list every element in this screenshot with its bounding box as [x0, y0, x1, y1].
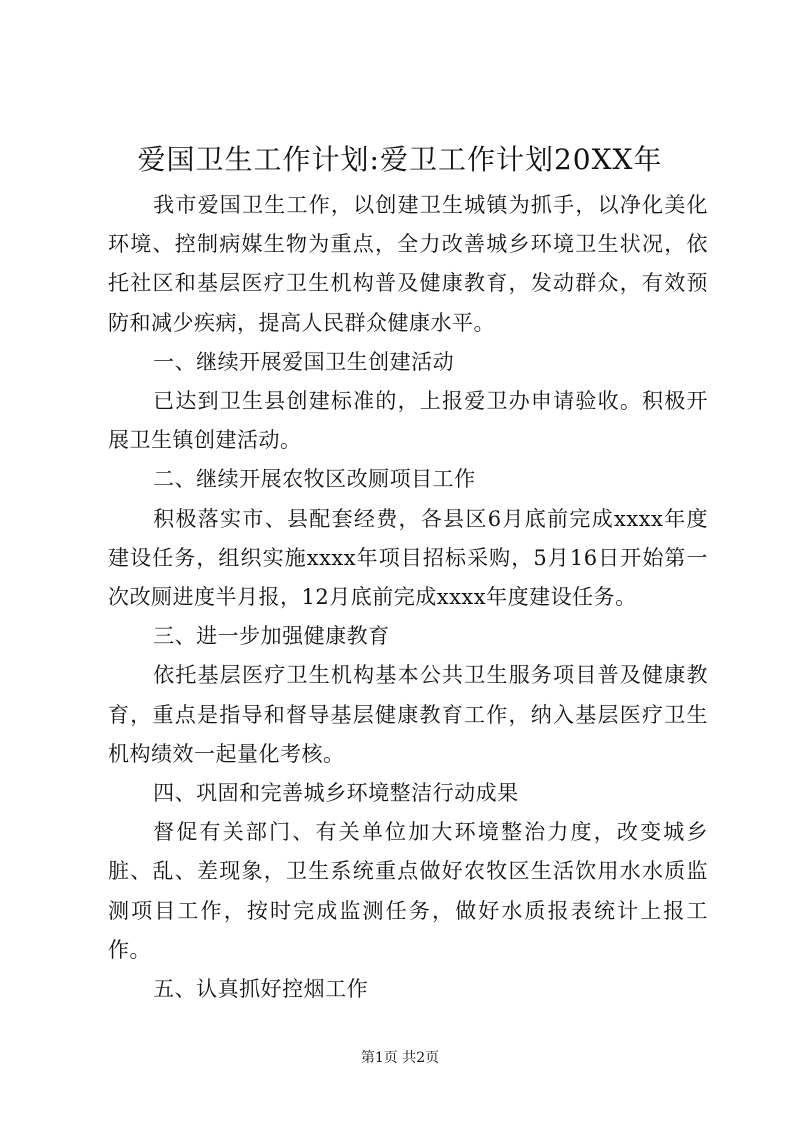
section-heading-5: 五、认真抓好控烟工作	[153, 977, 369, 1002]
document-body	[108, 186, 708, 1009]
page-footer: 第1页 共2页	[360, 1050, 440, 1066]
section-paragraph-4: 督促有关部门、有关单位加大环境整治力度，改变城乡脏、乱、差现象，卫生系统重点做好农牧区生活饮用水水质监测项目工作，按时完成监测任务，做好水质报表统计上报工作。	[108, 820, 708, 962]
intro-paragraph: 我市爱国卫生工作，以创建卫生城镇为抓手，以净化美化环境、控制病媒生物为重点，全力改善城乡环境卫生状况，依托社区和基层医疗卫生机构普及健康教育，发动群众，有效预防和减少疾病，提高人民群众健康水平。	[108, 193, 708, 335]
section-heading-4: 四、巩固和完善城乡环境整洁行动成果	[153, 781, 519, 806]
section-paragraph-3: 依托基层医疗卫生机构基本公共卫生服务项目普及健康教育，重点是指导和督导基层健康教育工作，纳入基层医疗卫生机构绩效一起量化考核。	[108, 663, 708, 766]
section-heading-2: 二、继续开展农牧区改厕项目工作	[153, 467, 476, 492]
section-paragraph-1: 已达到卫生县创建标准的，上报爱卫办申请验收。积极开展卫生镇创建活动。	[108, 389, 708, 453]
document-title: 爱国卫生工作计划:爱卫工作计划20XX年	[137, 143, 663, 176]
section-paragraph-2: 积极落实市、县配套经费，各县区6月底前完成xxxx年度建设任务，组织实施xxxx年项目招标采购，5月16日开始第一次改厕进度半月报，12月底前完成xxxx年度建设任务。	[108, 506, 708, 610]
section-heading-3: 三、进一步加强健康教育	[153, 624, 390, 649]
section-heading-1: 一、继续开展爱国卫生创建活动	[153, 349, 455, 374]
